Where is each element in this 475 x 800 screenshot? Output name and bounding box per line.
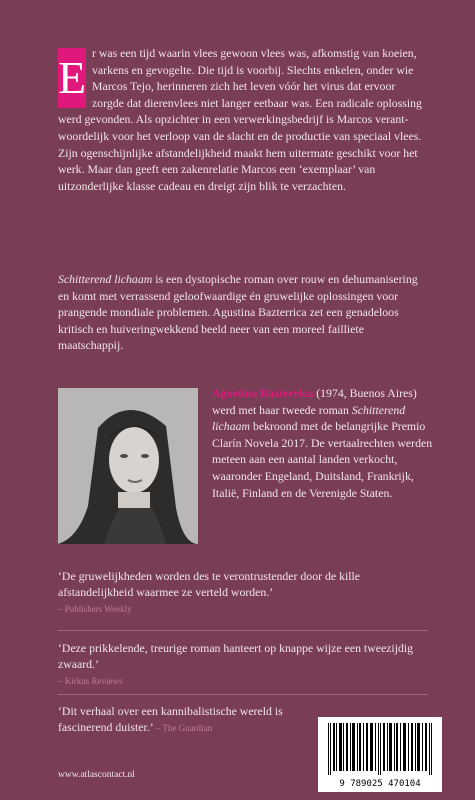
publisher-url: www.atlascontact.nl [58,770,135,780]
intro-paragraph [58,45,430,194]
summary-paragraph [58,271,430,354]
isbn-barcode [318,717,442,792]
author-portrait-graphic [58,388,198,544]
author-bio [212,385,434,501]
author-photo [58,388,198,544]
quote-text: ‘Dit verhaal over een kannibalistische wereld is fascinerend duister.’ [58,704,283,734]
drop-cap: E [58,48,86,108]
review-quote-1 [58,568,428,617]
book-title-italic: Schitterend lichaam [58,272,153,286]
quote-source: – The Guardian [155,723,213,733]
summary-text: is een dystopische roman over rouw en dehumanisering en komt met verrassend geloofwaardige én gruwelijke oplossingen voor prangende mondiale problemen. Agustina Bazterrica zet een genadeloos kritisch en huiveringwekkend beeld neer van een moreel failliete maatschappij. [58,272,418,353]
barcode-bars [326,723,434,775]
bio-book-title: Schitterend lichaam [212,402,406,434]
review-quote-2 [58,640,428,689]
quote-source: – Publishers Weekly [58,604,132,614]
quote-text: ‘Deze prikkelende, treurige roman hanteert op knappe wijze een tweezijdig zwaard.’ [58,641,414,671]
bio-text-2: bekroond met de belangrijke Premio Clarín Novela 2017. De vertaalrechten werden meteen aan een aantal landen verkocht, waaronder Engeland, Duitsland, Frankrijk, Italië, Finland en de Verenigde Staten. [212,419,433,500]
author-name: Agustina Bazterrica [212,386,314,400]
quote-text: ‘De gruwelijkheden worden des te verontrustender door de kille afstandelijkheid waarmee ze verteld worden.’ [58,569,361,599]
divider [58,630,428,631]
bio-text-1: (1974, Buenos Aires) werd met haar tweede roman [212,386,417,417]
quote-source: – Kirkus Reviews [58,676,123,686]
divider [58,694,428,695]
intro-text: r was een tijd waarin vlees gewoon vlees was, afkomstig van koeien, varkens en gevogelte. Die tijd is voorbij. Slechts enkelen, onder wie Marcos Tejo, herinneren zich het leven vóór het virus dat ervoor zorgde dat dierenvlees niet langer eetbaar was. Een radicale oplossing werd gevonden. Als opzichter in een verwerkingsbedrijf is Marcos verantwoordelijk voor het verloop van de slacht en de productie van speciaal vlees. Zijn ogenschijnlijke afstandelijkheid maakt hem uitermate geschikt voor het werk. Maar dan geeft een zakenrelatie Marcos een ‘exemplaar’ van uitzonderlijke klasse cadeau en dreigt zijn blik te verzachten. [58,46,422,193]
isbn-digits: 9 789025 470104 [339,779,421,789]
review-quote-3 [58,703,313,736]
